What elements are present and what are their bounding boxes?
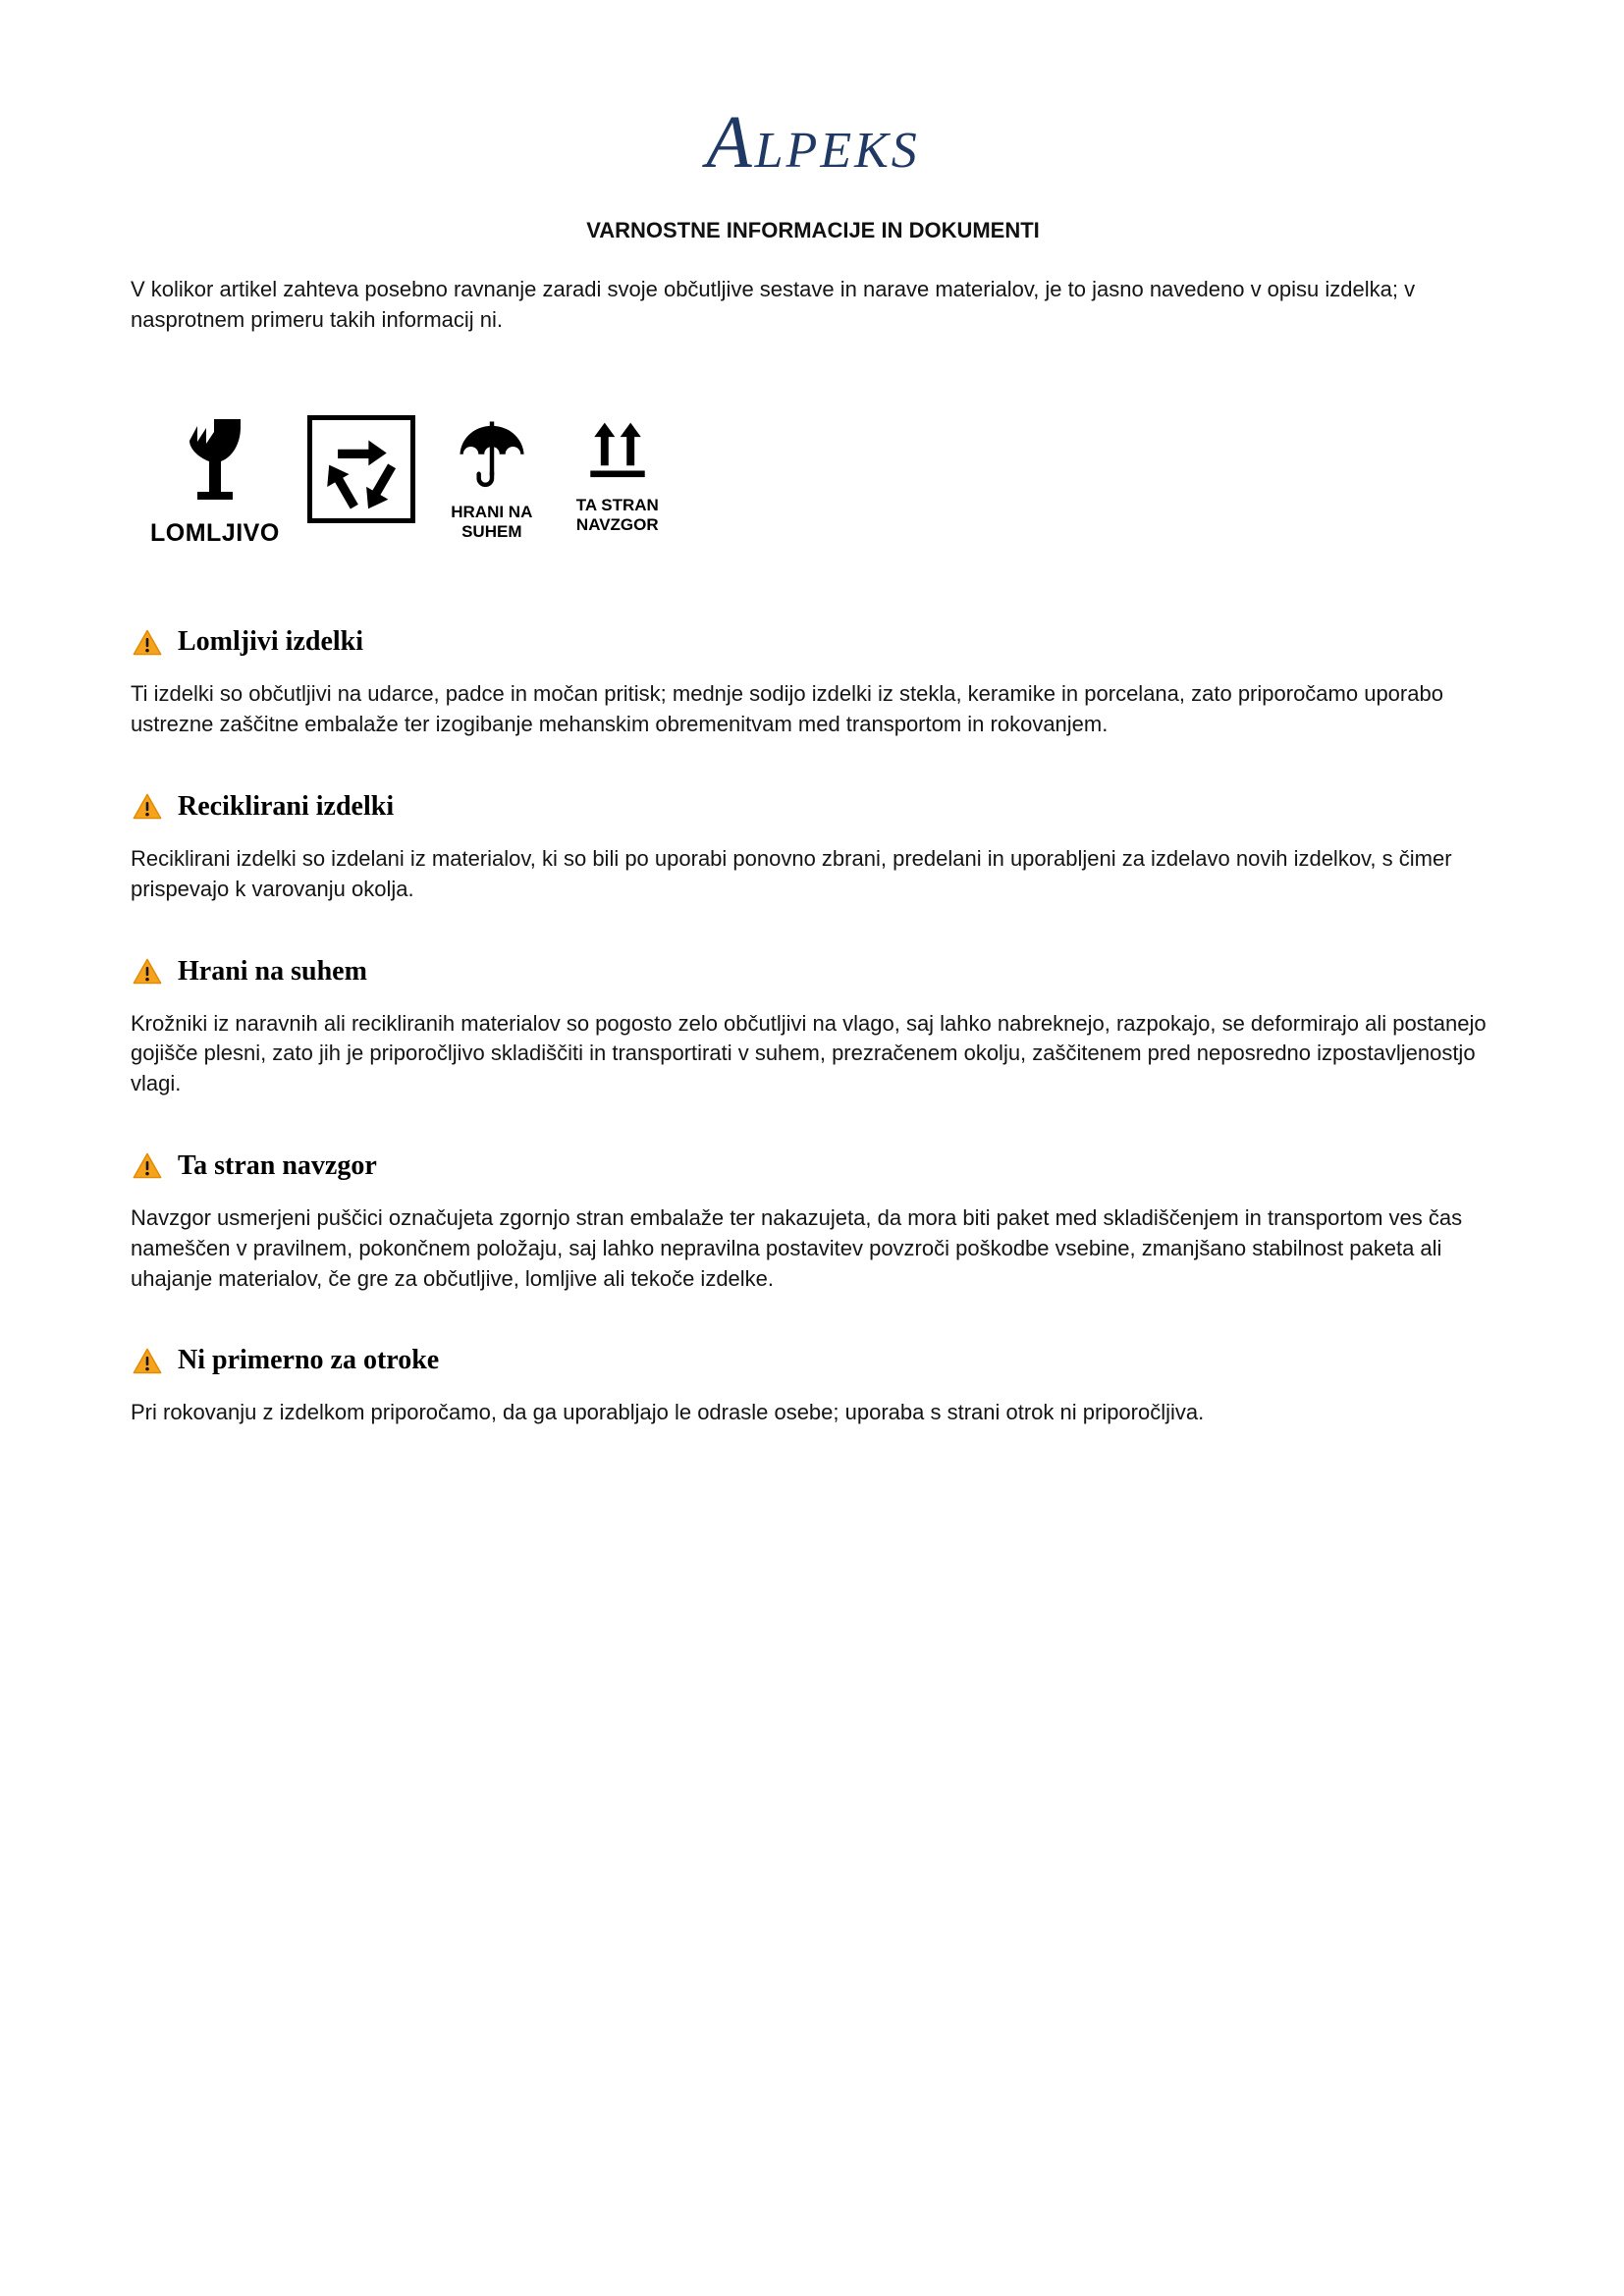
section-heading: Reciklirani izdelki — [178, 790, 395, 822]
section-paragraph: Reciklirani izdelki so izdelani iz materialov, ki so bili po uporabi ponovno zbrani, predelani in uporabljeni za izdelavo novih izdelkov, s čimer prispevajo k varovanju okolja. — [131, 845, 1452, 901]
section-head — [133, 1345, 1495, 1376]
section-paragraph: Krožniki iz naravnih ali recikliranih materialov so pogosto zelo občutljivi na vlago, saj lahko nabreknejo, razpokajo, se deformirajo ali postanejo gojišče plesni, zato jih je priporočljivo skladiščiti in transportirati v suhem, prezračenem okolju, zaščitenem pred neposredno izpostavljenostjo vlagi. — [131, 1010, 1487, 1096]
keep-dry-label: HRANI NA SUHEM — [451, 503, 533, 542]
section-paragraph: Ti izdelki so občutljivi na udarce, padce in močan pritisk; mednje sodijo izdelki iz stekla, keramike in porcelana, zato priporočamo uporabo ustrezne zaščitne embalaže ter izogibanje mehanskim obremenitvam med transportom in rokovanjem. — [131, 681, 1443, 737]
this-side-up-symbol — [568, 415, 667, 535]
section-heading: Ta stran navzgor — [178, 1149, 377, 1181]
fragile-icon — [179, 415, 251, 509]
section-head — [133, 1150, 1495, 1182]
fragile-symbol — [150, 415, 280, 548]
this-side-up-label: TA STRAN NAVZGOR — [575, 496, 659, 535]
section-paragraph: Pri rokovanju z izdelkom priporočamo, da ga uporabljajo le odrasle osebe; uporaba s strani otrok ni priporočljiva. — [131, 1400, 1205, 1425]
warning-icon — [133, 1348, 162, 1374]
section-reciklirani-izdelki — [131, 791, 1495, 905]
recycle-symbol — [307, 415, 415, 523]
section-head — [133, 791, 1495, 823]
section-heading: Lomljivi izdelki — [178, 626, 363, 658]
recycle-icon — [307, 415, 415, 523]
section-head — [133, 956, 1495, 988]
this-side-up-icon — [585, 418, 650, 487]
warning-icon — [133, 793, 162, 820]
section-ni-primerno-za-otroke — [131, 1345, 1495, 1428]
section-head — [133, 626, 1495, 658]
intro-paragraph: V kolikor artikel zahteva posebno ravnanje zaradi svoje občutljive sestave in narave materialov, je to jasno navedeno v opisu izdelka; v nasprotnem primeru takih informacij ni. — [131, 276, 1416, 332]
keep-dry-icon — [456, 419, 528, 494]
packaging-symbols-row — [150, 415, 1495, 548]
fragile-label: LOMLJIVO — [150, 519, 280, 548]
section-heading: Hrani na suhem — [178, 955, 367, 987]
section-paragraph: Navzgor usmerjeni puščici označujeta zgornjo stran embalaže ter nakazujeta, da mora biti paket med skladiščenjem in transportom ves čas nameščen v pravilnem, pokončnem položaju, saj lahko nepravilna postavitev povzroči poškodbe vsebine, zmanjšano stabilnost paketa ali uhajanje materialov, če gre za občutljive, lomljive ali tekoče izdelke. — [131, 1204, 1463, 1291]
keep-dry-symbol — [443, 415, 541, 542]
section-heading: Ni primerno za otroke — [178, 1345, 440, 1376]
warning-icon — [133, 629, 162, 656]
section-lomljivi-izdelki — [131, 626, 1495, 740]
alpeks-logo: ALPEKS — [706, 101, 920, 184]
section-ta-stran-navzgor — [131, 1150, 1495, 1294]
warning-icon — [133, 958, 162, 985]
warning-icon — [133, 1152, 162, 1179]
section-hrani-na-suhem — [131, 956, 1495, 1099]
page-title: VARNOSTNE INFORMACIJE IN DOKUMENTI — [586, 217, 1040, 242]
